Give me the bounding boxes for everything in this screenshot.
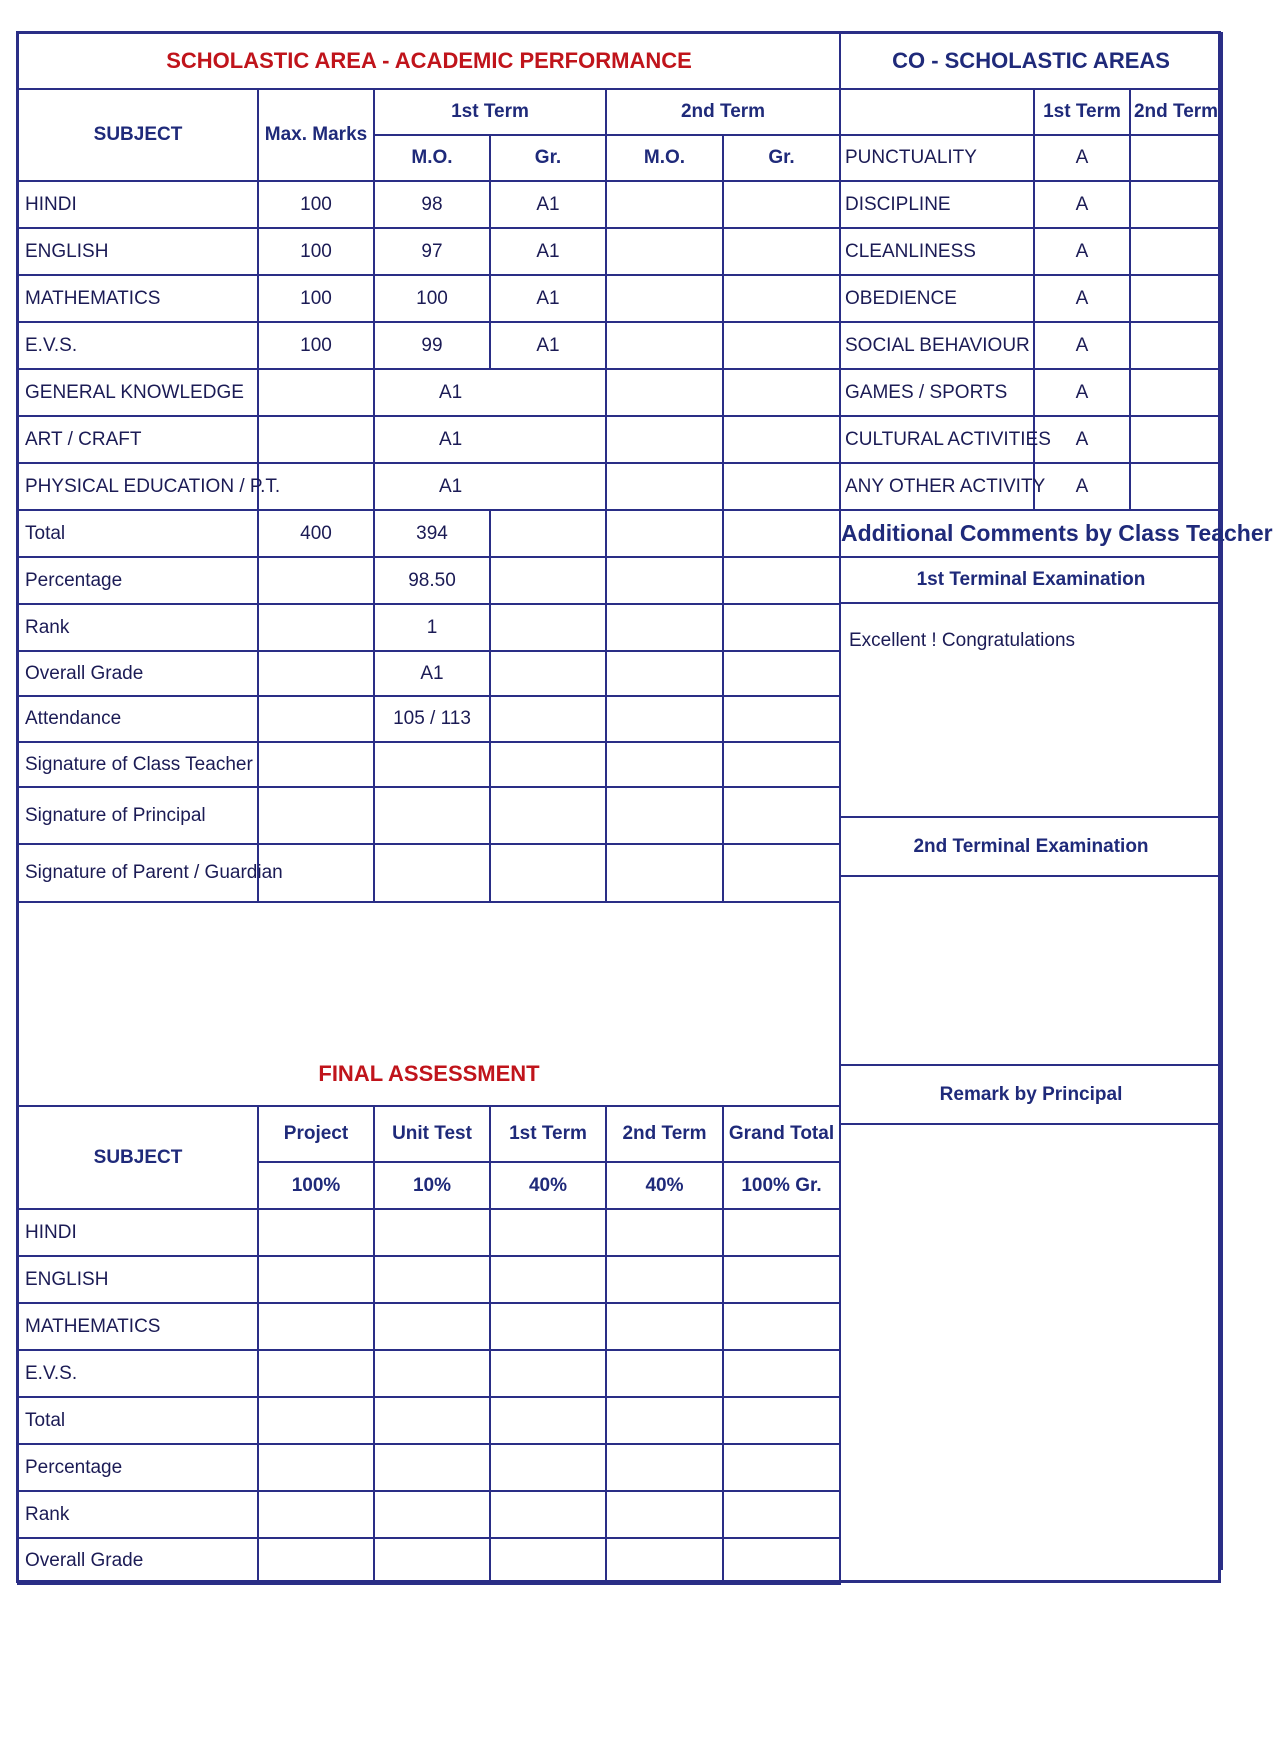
term2-gr-cell — [723, 228, 840, 275]
term2-mo-cell — [606, 275, 723, 322]
empty-cell — [1130, 181, 1222, 228]
empty-cell — [374, 1538, 490, 1584]
table-row — [18, 1444, 840, 1491]
co-term1-header: 1st Term — [1034, 89, 1130, 135]
co-scholastic-table — [839, 32, 1273, 1570]
marks-obtained: 98 — [374, 181, 490, 228]
summary-value: 394 — [374, 510, 490, 557]
empty-cell — [723, 651, 840, 696]
summary-value: 98.50 — [374, 557, 490, 604]
table-row — [18, 463, 840, 510]
final-row-label: Overall Grade — [18, 1538, 258, 1584]
co-area-grade: A — [1034, 322, 1130, 369]
empty-cell — [1130, 463, 1222, 510]
empty-cell — [258, 1303, 374, 1350]
empty-cell — [723, 369, 840, 416]
empty-cell — [840, 89, 1034, 135]
scholastic-table — [17, 32, 841, 903]
final-row-label: Rank — [18, 1491, 258, 1538]
empty-cell — [606, 604, 723, 651]
final-row-label: ENGLISH — [18, 1256, 258, 1303]
table-row — [18, 742, 840, 787]
empty-cell — [1130, 369, 1222, 416]
term2-gr-cell — [723, 181, 840, 228]
marks-obtained: 100 — [374, 275, 490, 322]
table-row — [18, 416, 840, 463]
empty-cell — [723, 1350, 840, 1397]
final-weight: 100% Gr. — [723, 1162, 840, 1209]
final-row-label: Percentage — [18, 1444, 258, 1491]
empty-cell — [490, 1350, 606, 1397]
second-terminal-label: 2nd Terminal Examination — [840, 817, 1222, 876]
empty-cell — [723, 604, 840, 651]
final-row-label: Total — [18, 1397, 258, 1444]
empty-cell — [606, 463, 723, 510]
signature-cell — [723, 742, 840, 787]
grade: A1 — [490, 322, 606, 369]
summary-max — [258, 651, 374, 696]
signature-cell — [374, 742, 490, 787]
empty-cell — [606, 1256, 723, 1303]
signature-cell — [606, 787, 723, 844]
empty-cell — [258, 1491, 374, 1538]
empty-cell — [723, 1444, 840, 1491]
table-row — [18, 787, 840, 844]
empty-cell — [258, 1209, 374, 1256]
marks-obtained: 99 — [374, 322, 490, 369]
mo-header: M.O. — [374, 135, 490, 181]
empty-cell — [374, 1209, 490, 1256]
co-area-grade: A — [1034, 228, 1130, 275]
final-weight: 10% — [374, 1162, 490, 1209]
summary-label: Attendance — [18, 696, 258, 742]
term1-header: 1st Term — [374, 89, 606, 135]
empty-cell — [606, 1350, 723, 1397]
co-area-name: OBEDIENCE — [840, 275, 1034, 322]
first-terminal-comment-box — [840, 603, 1222, 817]
summary-value: 105 / 113 — [374, 696, 490, 742]
final-row-label: E.V.S. — [18, 1350, 258, 1397]
final-row-label: HINDI — [18, 1209, 258, 1256]
co-scholastic-section — [839, 34, 1273, 1583]
co-area-grade: A — [1034, 369, 1130, 416]
empty-cell — [723, 1303, 840, 1350]
empty-cell — [490, 510, 606, 557]
empty-cell — [723, 557, 840, 604]
empty-cell — [606, 416, 723, 463]
empty-cell — [374, 1491, 490, 1538]
table-row — [18, 181, 840, 228]
final-subject-header: SUBJECT — [18, 1106, 258, 1209]
empty-cell — [258, 1256, 374, 1303]
max-marks: 100 — [258, 322, 374, 369]
signature-cell — [606, 844, 723, 902]
co-area-name: CULTURAL ACTIVITIES — [840, 416, 1034, 463]
summary-label: Percentage — [18, 557, 258, 604]
second-terminal-comment-box — [840, 876, 1222, 1065]
co-area-name: SOCIAL BEHAVIOUR — [840, 322, 1034, 369]
empty-cell — [606, 1491, 723, 1538]
final-assessment-table — [17, 1105, 841, 1585]
signature-cell — [258, 787, 374, 844]
table-row — [18, 696, 840, 742]
empty-cell — [374, 1303, 490, 1350]
final-row-label: MATHEMATICS — [18, 1303, 258, 1350]
final-col-header: 2nd Term — [606, 1106, 723, 1162]
co-area-name: DISCIPLINE — [840, 181, 1034, 228]
signature-cell — [723, 844, 840, 902]
empty-cell — [490, 696, 606, 742]
empty-cell — [258, 416, 374, 463]
empty-cell — [490, 604, 606, 651]
table-row — [18, 1209, 840, 1256]
empty-cell — [1130, 228, 1222, 275]
scholastic-section — [19, 34, 839, 1571]
empty-cell — [723, 510, 840, 557]
final-col-header: Grand Total — [723, 1106, 840, 1162]
term2-mo-cell — [606, 228, 723, 275]
signature-cell — [490, 844, 606, 902]
empty-cell — [606, 651, 723, 696]
table-row — [18, 322, 840, 369]
co-area-grade: A — [1034, 135, 1130, 181]
co-area-name: ANY OTHER ACTIVITY — [840, 463, 1034, 510]
table-row — [840, 135, 1222, 181]
empty-cell — [606, 1303, 723, 1350]
summary-label: Overall Grade — [18, 651, 258, 696]
signature-cell — [490, 742, 606, 787]
empty-cell — [606, 369, 723, 416]
empty-cell — [490, 1256, 606, 1303]
table-row — [840, 322, 1222, 369]
signature-cell — [606, 742, 723, 787]
first-terminal-comment: Excellent ! Congratulations — [849, 630, 1076, 651]
mo-header: M.O. — [606, 135, 723, 181]
empty-cell — [258, 1444, 374, 1491]
empty-cell — [606, 1444, 723, 1491]
signature-cell — [723, 787, 840, 844]
empty-cell — [490, 1303, 606, 1350]
co-term2-header: 2nd Term — [1130, 89, 1222, 135]
term2-mo-cell — [606, 181, 723, 228]
summary-label: Rank — [18, 604, 258, 651]
comments-title: Additional Comments by Class Teacher — [840, 510, 1222, 557]
final-assessment-title: FINAL ASSESSMENT — [318, 1061, 540, 1086]
subject-name: MATHEMATICS — [18, 275, 258, 322]
table-row — [18, 369, 840, 416]
table-row — [840, 181, 1222, 228]
table-row — [840, 416, 1222, 463]
empty-cell — [723, 696, 840, 742]
table-row — [18, 228, 840, 275]
max-marks: 100 — [258, 228, 374, 275]
co-area-name: CLEANLINESS — [840, 228, 1034, 275]
empty-cell — [606, 510, 723, 557]
empty-cell — [723, 1538, 840, 1584]
gr-header: Gr. — [723, 135, 840, 181]
table-row — [840, 463, 1222, 510]
table-row — [18, 1491, 840, 1538]
empty-cell — [606, 1397, 723, 1444]
co-area-grade: A — [1034, 416, 1130, 463]
empty-cell — [490, 1444, 606, 1491]
grade: A1 — [374, 369, 606, 416]
table-row — [18, 1397, 840, 1444]
table-row — [18, 1303, 840, 1350]
subject-name: ENGLISH — [18, 228, 258, 275]
table-row — [18, 1256, 840, 1303]
subject-name: HINDI — [18, 181, 258, 228]
summary-value: A1 — [374, 651, 490, 696]
empty-cell — [723, 416, 840, 463]
table-row — [18, 557, 840, 604]
co-area-grade: A — [1034, 463, 1130, 510]
summary-max — [258, 557, 374, 604]
table-row — [840, 369, 1222, 416]
final-col-header: Project — [258, 1106, 374, 1162]
signature-cell — [374, 787, 490, 844]
empty-cell — [606, 1209, 723, 1256]
grade: A1 — [374, 463, 606, 510]
empty-cell — [723, 1256, 840, 1303]
table-row — [18, 844, 840, 902]
summary-label: Total — [18, 510, 258, 557]
scholastic-title: SCHOLASTIC AREA - ACADEMIC PERFORMANCE — [18, 33, 840, 89]
empty-cell — [1130, 416, 1222, 463]
summary-value: 1 — [374, 604, 490, 651]
empty-cell — [606, 696, 723, 742]
table-row — [18, 510, 840, 557]
summary-max — [258, 696, 374, 742]
table-row — [18, 604, 840, 651]
max-marks-header: Max. Marks — [258, 89, 374, 181]
grade: A1 — [490, 228, 606, 275]
empty-cell — [723, 1209, 840, 1256]
empty-cell — [490, 557, 606, 604]
max-marks: 100 — [258, 181, 374, 228]
signature-cell — [490, 787, 606, 844]
empty-cell — [606, 557, 723, 604]
empty-cell — [606, 1538, 723, 1584]
subject-header: SUBJECT — [18, 89, 258, 181]
signature-label: Signature of Principal — [18, 787, 258, 844]
term2-gr-cell — [723, 322, 840, 369]
empty-cell — [490, 1538, 606, 1584]
summary-max: 400 — [258, 510, 374, 557]
empty-cell — [1130, 135, 1222, 181]
empty-cell — [374, 1350, 490, 1397]
empty-cell — [258, 369, 374, 416]
subject-name: PHYSICAL EDUCATION / P.T. — [18, 463, 258, 510]
empty-cell — [374, 1397, 490, 1444]
grade: A1 — [490, 181, 606, 228]
empty-cell — [723, 1397, 840, 1444]
empty-cell — [1130, 275, 1222, 322]
final-col-header: 1st Term — [490, 1106, 606, 1162]
final-weight: 100% — [258, 1162, 374, 1209]
empty-cell — [258, 1350, 374, 1397]
signature-label: Signature of Parent / Guardian — [18, 844, 258, 902]
empty-cell — [723, 463, 840, 510]
final-weight: 40% — [606, 1162, 723, 1209]
empty-cell — [490, 1397, 606, 1444]
table-row — [18, 1350, 840, 1397]
report-card — [16, 31, 1273, 1583]
empty-cell — [258, 1397, 374, 1444]
max-marks: 100 — [258, 275, 374, 322]
empty-cell — [490, 1209, 606, 1256]
marks-obtained: 97 — [374, 228, 490, 275]
empty-cell — [374, 1444, 490, 1491]
co-area-grade: A — [1034, 275, 1130, 322]
subject-name: ART / CRAFT — [18, 416, 258, 463]
term2-header: 2nd Term — [606, 89, 840, 135]
summary-max — [258, 604, 374, 651]
subject-name: GENERAL KNOWLEDGE — [18, 369, 258, 416]
empty-cell — [1130, 322, 1222, 369]
term2-mo-cell — [606, 322, 723, 369]
empty-cell — [258, 1538, 374, 1584]
term2-gr-cell — [723, 275, 840, 322]
table-row — [840, 228, 1222, 275]
empty-cell — [490, 1491, 606, 1538]
final-weight: 40% — [490, 1162, 606, 1209]
grade: A1 — [374, 416, 606, 463]
principal-remark-box — [840, 1124, 1222, 1570]
empty-cell — [374, 1256, 490, 1303]
empty-cell — [723, 1491, 840, 1538]
signature-label: Signature of Class Teacher — [18, 742, 258, 787]
gr-header: Gr. — [490, 135, 606, 181]
co-scholastic-title: CO - SCHOLASTIC AREAS — [840, 33, 1222, 89]
co-area-grade: A — [1034, 181, 1130, 228]
grade: A1 — [490, 275, 606, 322]
empty-cell — [490, 651, 606, 696]
table-row — [18, 651, 840, 696]
final-col-header: Unit Test — [374, 1106, 490, 1162]
co-area-name: GAMES / SPORTS — [840, 369, 1034, 416]
table-row — [840, 275, 1222, 322]
signature-cell — [374, 844, 490, 902]
first-terminal-label: 1st Terminal Examination — [840, 557, 1222, 603]
subject-name: E.V.S. — [18, 322, 258, 369]
principal-remark-label: Remark by Principal — [840, 1065, 1222, 1124]
co-area-name: PUNCTUALITY — [840, 135, 1034, 181]
signature-cell — [258, 742, 374, 787]
table-row — [18, 1538, 840, 1584]
table-row — [18, 275, 840, 322]
